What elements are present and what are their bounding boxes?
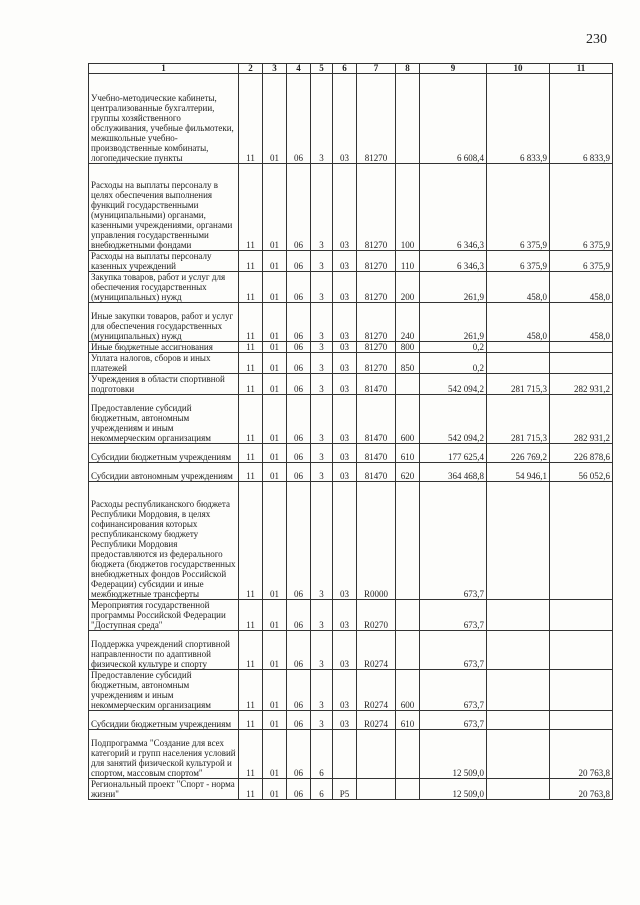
row-cell-v10 — [487, 631, 550, 670]
row-cell-c8 — [396, 600, 420, 631]
row-cell-c5: 3 — [311, 74, 333, 164]
row-cell-c3: 01 — [263, 711, 287, 730]
table-row — [89, 74, 613, 164]
table-row — [89, 779, 613, 800]
row-cell-c5: 3 — [311, 353, 333, 374]
row-cell-v11: 458,0 — [550, 303, 613, 342]
row-cell-c5: 3 — [311, 395, 333, 444]
row-cell-v10: 54 946,1 — [487, 463, 550, 482]
row-cell-c8 — [396, 631, 420, 670]
row-name-cell: Расходы на выплаты персоналу в целях обеспечения выполнения функций государственными (муниципальными) органами, казенными учреждениями, органами управления государственными внебюджетными фондами — [89, 164, 239, 251]
row-cell-c7 — [357, 779, 396, 800]
row-cell-c8 — [396, 74, 420, 164]
row-cell-v9: 673,7 — [420, 711, 487, 730]
row-cell-c3: 01 — [263, 353, 287, 374]
row-cell-c8: 620 — [396, 463, 420, 482]
row-cell-c4: 06 — [287, 303, 311, 342]
row-cell-v10: 281 715,3 — [487, 395, 550, 444]
row-cell-c6: 03 — [333, 374, 357, 395]
row-name-cell: Учреждения в области спортивной подготовки — [89, 374, 239, 395]
row-cell-c6 — [333, 730, 357, 779]
row-name-cell: Расходы на выплаты персоналу казенных учреждений — [89, 251, 239, 272]
row-cell-v10 — [487, 711, 550, 730]
row-cell-c5: 6 — [311, 730, 333, 779]
row-cell-c6: 03 — [333, 303, 357, 342]
row-cell-c3: 01 — [263, 779, 287, 800]
row-cell-v11: 20 763,8 — [550, 730, 613, 779]
header-cell: 9 — [420, 64, 487, 74]
row-cell-v9: 542 094,2 — [420, 395, 487, 444]
row-cell-c7: R0270 — [357, 600, 396, 631]
row-cell-c8 — [396, 779, 420, 800]
row-cell-v11: 6 833,9 — [550, 74, 613, 164]
row-cell-c3: 01 — [263, 74, 287, 164]
row-name-cell: Учебно-методические кабинеты, централизованные бухгалтерии, группы хозяйственного обслуживания, учебные фильмотеки, межшкольные учебно-производственные комбинаты, логопедические пункты — [89, 74, 239, 164]
header-cell: 6 — [333, 64, 357, 74]
row-cell-c2: 11 — [239, 74, 263, 164]
row-cell-v9: 261,9 — [420, 303, 487, 342]
header-cell: 4 — [287, 64, 311, 74]
row-cell-v9: 12 509,0 — [420, 730, 487, 779]
row-cell-v9: 673,7 — [420, 482, 487, 600]
row-cell-v11: 6 375,9 — [550, 251, 613, 272]
row-cell-c5: 6 — [311, 779, 333, 800]
row-cell-c5: 3 — [311, 631, 333, 670]
row-cell-c2: 11 — [239, 463, 263, 482]
row-cell-c8: 800 — [396, 342, 420, 353]
row-name-cell: Подпрограмма "Создание для всех категорий и групп населения условий для занятий физической культурой и спортом, массовым спортом" — [89, 730, 239, 779]
row-cell-v11 — [550, 670, 613, 711]
table-row — [89, 164, 613, 251]
row-name-cell: Уплата налогов, сборов и иных платежей — [89, 353, 239, 374]
row-cell-c5: 3 — [311, 272, 333, 303]
row-cell-c4: 06 — [287, 395, 311, 444]
row-cell-c3: 01 — [263, 631, 287, 670]
table-row — [89, 342, 613, 353]
row-cell-c4: 06 — [287, 670, 311, 711]
row-cell-v10 — [487, 342, 550, 353]
row-cell-c6: 03 — [333, 395, 357, 444]
row-cell-v10 — [487, 353, 550, 374]
row-cell-c4: 06 — [287, 74, 311, 164]
row-cell-c6: 03 — [333, 342, 357, 353]
row-name-cell: Региональный проект "Спорт - норма жизни" — [89, 779, 239, 800]
row-cell-v10: 6 375,9 — [487, 164, 550, 251]
row-cell-c4: 06 — [287, 164, 311, 251]
row-cell-c4: 06 — [287, 444, 311, 463]
row-cell-c3: 01 — [263, 444, 287, 463]
row-name-cell: Иные закупки товаров, работ и услуг для обеспечения государственных (муниципальных) нужд — [89, 303, 239, 342]
row-cell-c7: R0274 — [357, 711, 396, 730]
row-cell-v10 — [487, 482, 550, 600]
row-cell-c7: 81470 — [357, 374, 396, 395]
row-cell-v9: 673,7 — [420, 600, 487, 631]
row-cell-v11 — [550, 482, 613, 600]
header-cell: 10 — [487, 64, 550, 74]
row-cell-c3: 01 — [263, 600, 287, 631]
row-cell-c8: 110 — [396, 251, 420, 272]
row-cell-v10 — [487, 670, 550, 711]
row-cell-v9: 261,9 — [420, 272, 487, 303]
row-cell-v11: 226 878,6 — [550, 444, 613, 463]
row-cell-c4: 06 — [287, 374, 311, 395]
row-cell-c8: 200 — [396, 272, 420, 303]
row-cell-c7: R0000 — [357, 482, 396, 600]
row-name-cell: Закупка товаров, работ и услуг для обеспечения государственных (муниципальных) нужд — [89, 272, 239, 303]
row-cell-c7: 81270 — [357, 251, 396, 272]
row-cell-c6: 03 — [333, 74, 357, 164]
row-cell-c6: 03 — [333, 631, 357, 670]
row-cell-c2: 11 — [239, 251, 263, 272]
row-cell-v9: 364 468,8 — [420, 463, 487, 482]
row-cell-c2: 11 — [239, 711, 263, 730]
table-row — [89, 600, 613, 631]
row-cell-c8 — [396, 730, 420, 779]
row-cell-c4: 06 — [287, 779, 311, 800]
table-row — [89, 395, 613, 444]
row-cell-c5: 3 — [311, 600, 333, 631]
row-name-cell: Поддержка учреждений спортивной направленности по адаптивной физической культуре и спорту — [89, 631, 239, 670]
row-cell-c6: P5 — [333, 779, 357, 800]
row-cell-c5: 3 — [311, 482, 333, 600]
row-cell-c7: R0274 — [357, 631, 396, 670]
row-cell-c5: 3 — [311, 670, 333, 711]
table-row — [89, 631, 613, 670]
row-cell-c4: 06 — [287, 730, 311, 779]
budget-table — [88, 63, 613, 800]
header-cell: 7 — [357, 64, 396, 74]
table-row — [89, 730, 613, 779]
row-cell-v9: 6 346,3 — [420, 251, 487, 272]
table-row — [89, 670, 613, 711]
row-cell-c6: 03 — [333, 463, 357, 482]
row-cell-c2: 11 — [239, 395, 263, 444]
row-cell-v10: 6 375,9 — [487, 251, 550, 272]
row-cell-c4: 06 — [287, 482, 311, 600]
row-cell-c2: 11 — [239, 342, 263, 353]
row-cell-c4: 06 — [287, 600, 311, 631]
header-cell: 3 — [263, 64, 287, 74]
row-cell-c8: 610 — [396, 711, 420, 730]
row-cell-v9: 673,7 — [420, 631, 487, 670]
header-row — [89, 64, 613, 74]
row-cell-v9: 177 625,4 — [420, 444, 487, 463]
row-cell-c2: 11 — [239, 272, 263, 303]
row-cell-c6: 03 — [333, 711, 357, 730]
row-cell-c3: 01 — [263, 395, 287, 444]
row-cell-c5: 3 — [311, 463, 333, 482]
table-row — [89, 272, 613, 303]
row-name-cell: Субсидии автономным учреждениям — [89, 463, 239, 482]
row-cell-c3: 01 — [263, 374, 287, 395]
row-cell-c2: 11 — [239, 164, 263, 251]
row-cell-c5: 3 — [311, 251, 333, 272]
row-cell-v9: 12 509,0 — [420, 779, 487, 800]
row-cell-c3: 01 — [263, 303, 287, 342]
row-name-cell: Иные бюджетные ассигнования — [89, 342, 239, 353]
row-cell-c6: 03 — [333, 251, 357, 272]
row-cell-c6: 03 — [333, 353, 357, 374]
row-cell-c3: 01 — [263, 730, 287, 779]
row-cell-c2: 11 — [239, 374, 263, 395]
row-cell-v11: 56 052,6 — [550, 463, 613, 482]
row-cell-c3: 01 — [263, 164, 287, 251]
table-row — [89, 353, 613, 374]
row-cell-v10: 281 715,3 — [487, 374, 550, 395]
row-cell-c7: R0274 — [357, 670, 396, 711]
table-row — [89, 482, 613, 600]
row-cell-v10: 6 833,9 — [487, 74, 550, 164]
row-cell-c6: 03 — [333, 482, 357, 600]
row-cell-c5: 3 — [311, 164, 333, 251]
row-cell-c4: 06 — [287, 711, 311, 730]
row-cell-c2: 11 — [239, 303, 263, 342]
row-cell-v11 — [550, 342, 613, 353]
row-cell-c2: 11 — [239, 730, 263, 779]
row-cell-v9: 0,2 — [420, 342, 487, 353]
row-cell-c3: 01 — [263, 342, 287, 353]
row-cell-c8: 100 — [396, 164, 420, 251]
row-cell-c8: 600 — [396, 670, 420, 711]
row-cell-c5: 3 — [311, 374, 333, 395]
header-cell: 2 — [239, 64, 263, 74]
row-cell-c6: 03 — [333, 600, 357, 631]
row-cell-c5: 3 — [311, 444, 333, 463]
table-row — [89, 374, 613, 395]
row-cell-c2: 11 — [239, 670, 263, 711]
row-cell-c8: 600 — [396, 395, 420, 444]
row-cell-c8: 850 — [396, 353, 420, 374]
row-cell-c7 — [357, 730, 396, 779]
header-cell: 11 — [550, 64, 613, 74]
row-cell-c7: 81270 — [357, 303, 396, 342]
row-cell-v11: 282 931,2 — [550, 395, 613, 444]
row-cell-c7: 81270 — [357, 342, 396, 353]
row-cell-c3: 01 — [263, 670, 287, 711]
table-row — [89, 463, 613, 482]
row-cell-c7: 81470 — [357, 444, 396, 463]
row-cell-c3: 01 — [263, 482, 287, 600]
row-cell-v10: 458,0 — [487, 303, 550, 342]
header-cell: 8 — [396, 64, 420, 74]
row-cell-v11 — [550, 353, 613, 374]
row-name-cell: Субсидии бюджетным учреждениям — [89, 444, 239, 463]
table-row — [89, 444, 613, 463]
row-cell-v9: 0,2 — [420, 353, 487, 374]
row-cell-v10: 458,0 — [487, 272, 550, 303]
row-cell-c8 — [396, 374, 420, 395]
row-cell-c2: 11 — [239, 631, 263, 670]
row-name-cell: Предоставление субсидий бюджетным, автономным учреждениям и иным некоммерческим организациям — [89, 670, 239, 711]
row-cell-c6: 03 — [333, 164, 357, 251]
row-cell-v11: 6 375,9 — [550, 164, 613, 251]
row-cell-c7: 81270 — [357, 353, 396, 374]
row-cell-c7: 81470 — [357, 395, 396, 444]
row-cell-v11: 20 763,8 — [550, 779, 613, 800]
row-cell-c7: 81270 — [357, 164, 396, 251]
row-cell-v9: 542 094,2 — [420, 374, 487, 395]
row-cell-c4: 06 — [287, 353, 311, 374]
row-name-cell: Мероприятия государственной программы Российской Федерации "Доступная среда" — [89, 600, 239, 631]
row-cell-c6: 03 — [333, 444, 357, 463]
row-cell-c4: 06 — [287, 631, 311, 670]
row-cell-v11 — [550, 631, 613, 670]
row-cell-c8: 610 — [396, 444, 420, 463]
table-row — [89, 303, 613, 342]
header-cell: 1 — [89, 64, 239, 74]
row-cell-c2: 11 — [239, 353, 263, 374]
row-cell-v10 — [487, 730, 550, 779]
row-cell-c4: 06 — [287, 251, 311, 272]
row-cell-v9: 6 346,3 — [420, 164, 487, 251]
row-cell-v10 — [487, 600, 550, 631]
row-cell-v11 — [550, 600, 613, 631]
row-cell-c3: 01 — [263, 463, 287, 482]
row-cell-c6: 03 — [333, 670, 357, 711]
row-cell-c4: 06 — [287, 272, 311, 303]
row-cell-c7: 81270 — [357, 74, 396, 164]
row-cell-c7: 81470 — [357, 463, 396, 482]
row-cell-c5: 3 — [311, 303, 333, 342]
page-number: 230 — [586, 32, 607, 47]
row-cell-c6: 03 — [333, 272, 357, 303]
table-row — [89, 251, 613, 272]
row-cell-v9: 6 608,4 — [420, 74, 487, 164]
row-cell-c8 — [396, 482, 420, 600]
row-cell-v11 — [550, 711, 613, 730]
row-cell-c8: 240 — [396, 303, 420, 342]
table-row — [89, 711, 613, 730]
row-cell-c4: 06 — [287, 463, 311, 482]
row-cell-c4: 06 — [287, 342, 311, 353]
row-name-cell: Расходы республиканского бюджета Республики Мордовия, в целях софинансирования которых республиканскому бюджету Республики Мордовия предоставляются из федерального бюджета (бюджетов государственных внебюджетных фондов Российской Федерации) субсидии и иные межбюджетные трансферты — [89, 482, 239, 600]
row-cell-c2: 11 — [239, 600, 263, 631]
row-cell-c2: 11 — [239, 779, 263, 800]
row-cell-v10: 226 769,2 — [487, 444, 550, 463]
row-cell-c3: 01 — [263, 272, 287, 303]
row-cell-c2: 11 — [239, 444, 263, 463]
header-cell: 5 — [311, 64, 333, 74]
row-cell-c5: 3 — [311, 711, 333, 730]
row-cell-c7: 81270 — [357, 272, 396, 303]
row-cell-v11: 458,0 — [550, 272, 613, 303]
row-cell-v9: 673,7 — [420, 670, 487, 711]
row-cell-c3: 01 — [263, 251, 287, 272]
row-cell-c2: 11 — [239, 482, 263, 600]
row-cell-v11: 282 931,2 — [550, 374, 613, 395]
row-cell-v10 — [487, 779, 550, 800]
row-cell-c5: 3 — [311, 342, 333, 353]
row-name-cell: Субсидии бюджетным учреждениям — [89, 711, 239, 730]
row-name-cell: Предоставление субсидий бюджетным, автономным учреждениям и иным некоммерческим организациям — [89, 395, 239, 444]
